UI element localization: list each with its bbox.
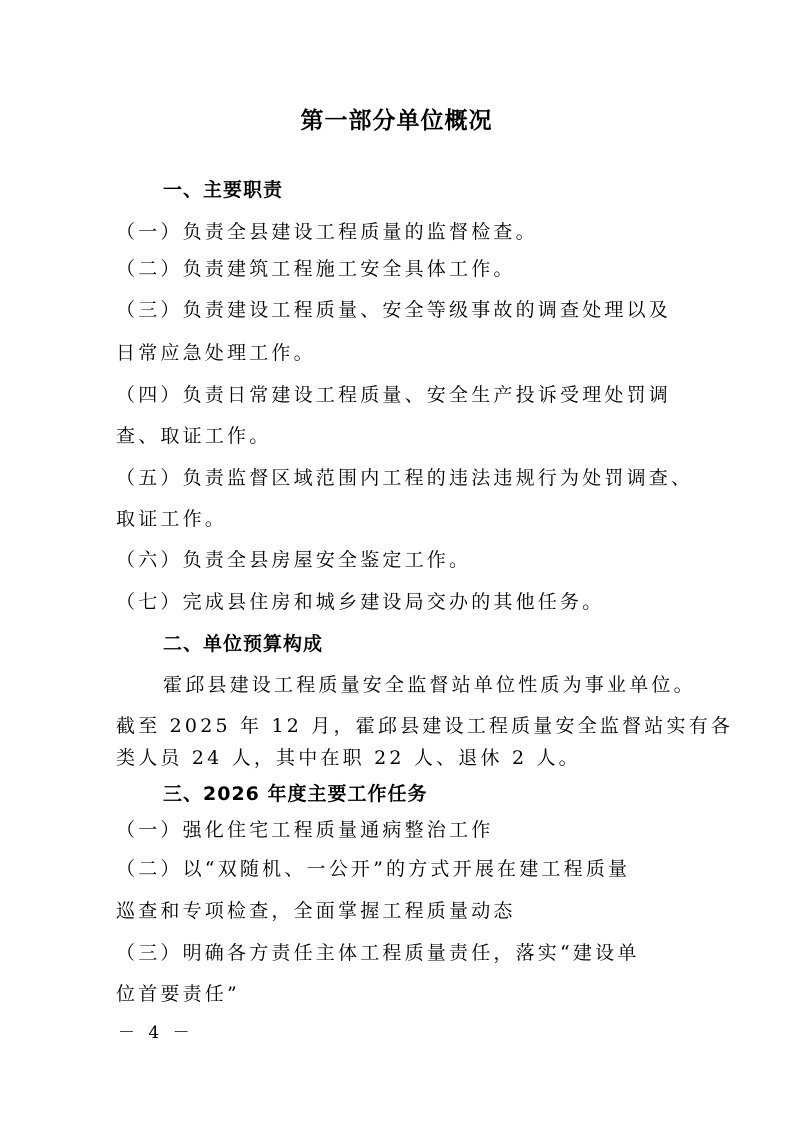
duty-line-7: （七）完成县住房和城乡建设局交办的其他任务。	[116, 591, 605, 613]
duty-line-3: （三）负责建设工程质量、安全等级事故的调查处理以及	[116, 299, 672, 321]
duty-line-4-cont: 查、取证工作。	[116, 425, 272, 447]
task-line-2: （二）以“双随机、一公开”的方式开展在建工程质量	[116, 858, 631, 880]
section-heading-budget: 二、单位预算构成	[163, 633, 324, 655]
budget-line-2: 截至 2025 年 12 月，霍邱县建设工程质量安全监督站实有各	[116, 715, 734, 737]
duty-line-3-cont: 日常应急处理工作。	[116, 342, 316, 364]
page-number: － 4 －	[118, 1023, 194, 1043]
budget-line-1: 霍邱县建设工程质量安全监督站单位性质为事业单位。	[163, 674, 696, 696]
task-line-3-cont: 位首要责任”	[116, 983, 240, 1005]
task-line-3: （三）明确各方责任主体工程质量责任，落实“建设单	[116, 942, 640, 964]
task-line-1: （一）强化住宅工程质量通病整治工作	[116, 819, 494, 841]
duty-line-1: （一）负责全县建设工程质量的监督检查。	[116, 221, 538, 243]
budget-line-3: 类人员 24 人，其中在职 22 人、退休 2 人。	[116, 747, 581, 769]
section-heading-tasks: 三、2026 年度主要工作任务	[163, 783, 428, 805]
page-title: 第一部分单位概况	[300, 108, 493, 134]
task-line-2-cont: 巡查和专项检查，全面掌握工程质量动态	[116, 900, 516, 922]
duty-line-5-cont: 取证工作。	[116, 508, 228, 530]
duty-line-4: （四）负责日常建设工程质量、安全生产投诉受理处罚调	[116, 384, 672, 406]
duty-line-5: （五）负责监督区域范围内工程的违法违规行为处罚调查、	[116, 467, 694, 489]
duty-line-2: （二）负责建筑工程施工安全具体工作。	[116, 258, 516, 280]
section-heading-duties: 一、主要职责	[163, 179, 284, 201]
duty-line-6: （六）负责全县房屋安全鉴定工作。	[116, 549, 472, 571]
